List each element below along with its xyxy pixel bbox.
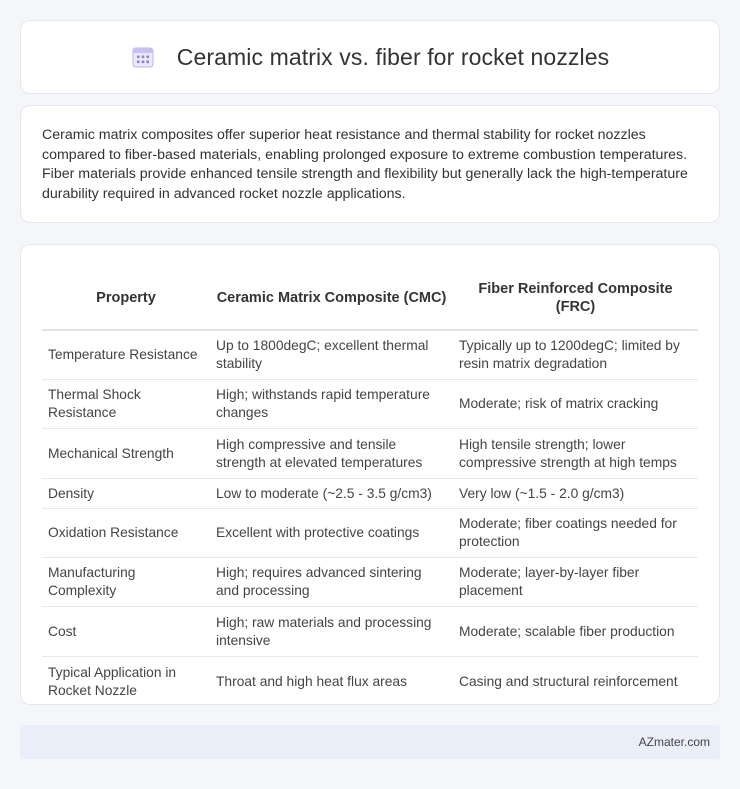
property-cell: Cost [42, 607, 210, 657]
property-cell: Thermal Shock Resistance [42, 380, 210, 429]
table-row [42, 331, 698, 380]
frc-cell: Moderate; layer-by-layer fiber placement [453, 558, 698, 607]
header-frc: Fiber Reinforced Composite (FRC) [453, 266, 698, 331]
cmc-cell: High; requires advanced sintering and processing [210, 558, 453, 607]
frc-cell: Moderate; fiber coatings needed for protection [453, 509, 698, 558]
comparison-table-card [20, 244, 720, 705]
footer-bar [20, 725, 720, 759]
cmc-cell: Excellent with protective coatings [210, 509, 453, 558]
cmc-cell: Up to 1800degC; excellent thermal stability [210, 331, 453, 380]
property-cell: Typical Application in Rocket Nozzle [48, 664, 177, 698]
frc-cell: Very low (~1.5 - 2.0 g/cm3) [453, 479, 698, 509]
summary-card [20, 105, 720, 223]
frc-cell: Typically up to 1200degC; limited by resin matrix degradation [453, 331, 698, 380]
calendar-grid-icon [131, 45, 155, 69]
cmc-cell: Low to moderate (~2.5 - 3.5 g/cm3) [210, 479, 453, 509]
table-row [42, 380, 698, 429]
comparison-table [42, 266, 698, 706]
frc-cell: Casing and structural reinforcement [459, 673, 678, 689]
cmc-cell: High; withstands rapid temperature changes [210, 380, 453, 429]
cmc-cell: High; raw materials and processing intensive [210, 607, 453, 657]
property-cell: Oxidation Resistance [42, 509, 210, 558]
summary-text: Ceramic matrix composites offer superior heat resistance and thermal stability for rocket nozzles compared to fiber-based materials, enabling prolonged exposure to extreme combustion temperatures. Fiber materials provide enhanced tensile strength and flexibility but generally lack the high-temperature durability required in advanced rocket nozzle applications. [42, 127, 688, 202]
table-row [42, 479, 698, 509]
title-card [20, 20, 720, 94]
table-header-row [42, 266, 698, 331]
property-cell: Density [42, 479, 210, 509]
table-row [42, 657, 698, 706]
header-property: Property [42, 266, 210, 331]
page-title: Ceramic matrix vs. fiber for rocket nozzles [176, 43, 610, 70]
table-row [42, 558, 698, 607]
table-row [42, 509, 698, 558]
table-row [42, 429, 698, 479]
cmc-cell: High compressive and tensile strength at elevated temperatures [210, 429, 453, 479]
table-row [42, 607, 698, 657]
cmc-cell: Throat and high heat flux areas [216, 673, 407, 689]
property-cell: Manufacturing Complexity [42, 558, 210, 607]
frc-cell: Moderate; risk of matrix cracking [453, 380, 698, 429]
header-cmc: Ceramic Matrix Composite (CMC) [210, 266, 453, 331]
frc-cell: High tensile strength; lower compressive strength at high temps [453, 429, 698, 479]
frc-cell: Moderate; scalable fiber production [453, 607, 698, 657]
property-cell: Temperature Resistance [42, 331, 210, 380]
property-cell: Mechanical Strength [42, 429, 210, 479]
footer-site-link[interactable]: AZmater.com [638, 735, 710, 749]
